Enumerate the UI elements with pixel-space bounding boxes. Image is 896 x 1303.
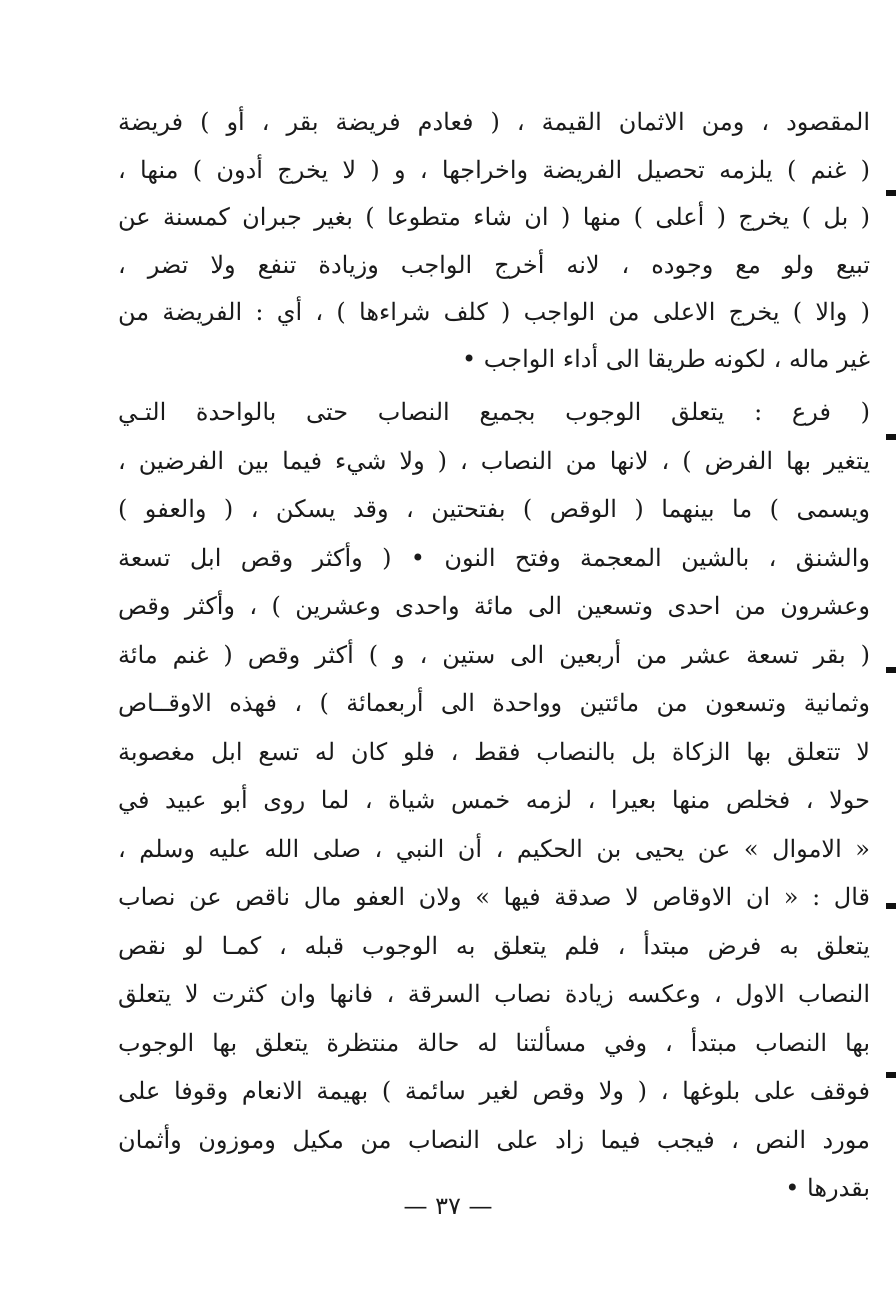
margin-mark (886, 434, 896, 440)
text-line: مورد النص ، فيجب فيما زاد على النصاب من مكيل وموزون وأثمان (118, 1126, 870, 1154)
text-line: وثمانية وتسعون من مائتين وواحدة الى أربعمائة ) ، فهذه الاوقــاص (118, 689, 870, 717)
text-line: قال : « ان الاوقاص لا صدقة فيها » ولان العفو مال ناقص عن نصاب (118, 883, 870, 911)
margin-mark (886, 667, 896, 673)
text-line: وعشرون من احدى وتسعين الى مائة واحدى وعشرين ) ، وأكثر وقص (118, 592, 870, 620)
text-line: ( بقر تسعة عشر من أربعين الى ستين ، و ) أكثر وقص ( غنم مائة (118, 641, 870, 669)
text-line: ( بل ) يخرج ( أعلى ) منها ( ان شاء متطوعا ) بغير جبران كمسنة عن (118, 203, 870, 231)
text-line: فوقف على بلوغها ، ( ولا وقص لغير سائمة ) بهيمة الانعام وقوفا على (118, 1077, 870, 1105)
margin-mark (886, 1072, 896, 1078)
text-line: بها النصاب مبتدأ ، وفي مسألتنا له حالة منتظرة يتعلق بها الوجوب (118, 1029, 870, 1057)
margin-mark (886, 903, 896, 909)
text-line: النصاب الاول ، وعكسه زيادة نصاب السرقة ، فانها وان كثرت لا يتعلق (118, 980, 870, 1008)
text-line: « الاموال » عن يحيى بن الحكيم ، أن النبي ، صلى الله عليه وسلم ، (118, 835, 870, 863)
text-line: لا تتعلق بها الزكاة بل بالنصاب فقط ، فلو كان له تسع ابل مغصوبة (118, 738, 870, 766)
text-line: والشنق ، بالشين المعجمة وفتح النون • ( وأكثر وقص ابل تسعة (118, 544, 870, 572)
text-line: المقصود ، ومن الاثمان القيمة ، ( فعادم فريضة بقر ، أو ) فريضة (118, 108, 870, 136)
text-line: ويسمى ) ما بينهما ( الوقص ) بفتحتين ، وقد يسكن ، ( والعفو ) (118, 495, 870, 523)
text-line: يتعلق به فرض مبتدأ ، فلم يتعلق به الوجوب قبله ، كمـا لو نقص (118, 932, 870, 960)
margin-mark (886, 190, 896, 196)
text-line: ( فرع : يتعلق الوجوب بجميع النصاب حتى بالواحدة التـي (118, 398, 870, 426)
text-line: غير ماله ، لكونه طريقا الى أداء الواجب • (461, 345, 870, 373)
text-line: بقدرها • (785, 1174, 870, 1202)
text-line: حولا ، فخلص منها بعيرا ، لزمه خمس شياة ، لما روى أبو عبيد في (118, 786, 870, 814)
text-line: ( غنم ) يلزمه تحصيل الفريضة واخراجها ، و ( لا يخرج أدون ) منها ، (118, 156, 870, 184)
page-number: — ٣٧ — (403, 1192, 493, 1220)
text-line: ( والا ) يخرج الاعلى من الواجب ( كلف شراءها ) ، أي : الفريضة من (118, 298, 870, 326)
text-line: تبيع ولو مع وجوده ، لانه أخرج الواجب وزيادة تنفع ولا تضر ، (118, 251, 870, 279)
text-line: يتغير بها الفرض ) ، لانها من النصاب ، ( ولا شيء فيما بين الفرضين ، (118, 447, 870, 475)
